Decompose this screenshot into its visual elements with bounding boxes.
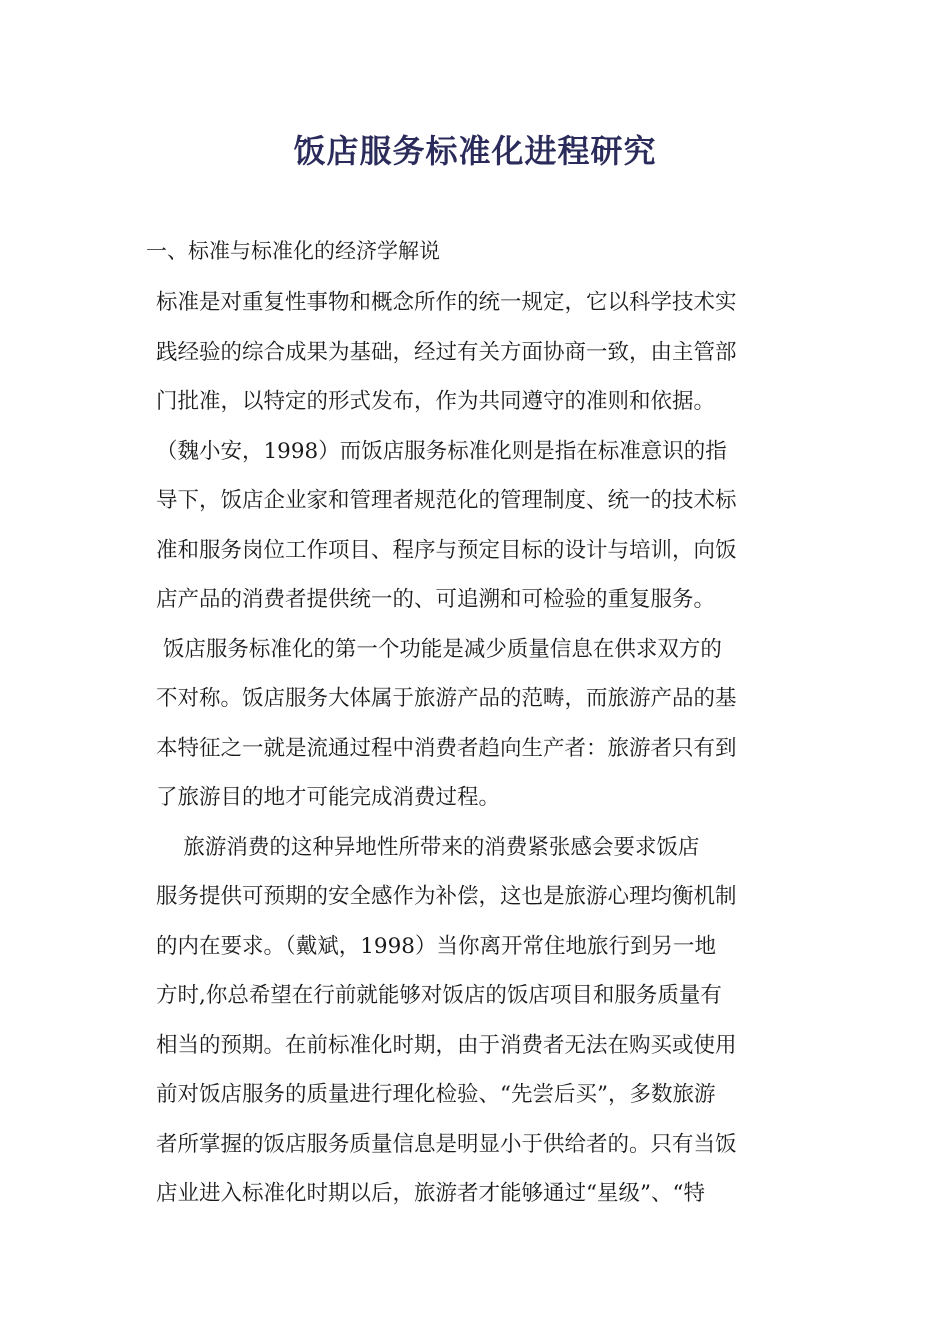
text-line: 不对称。饭店服务大体属于旅游产品的范畴，而旅游产品的基: [156, 686, 737, 711]
text-line: 饭店服务标准化的第一个功能是减少质量信息在供求双方的: [156, 636, 722, 662]
text-line: 店产品的消费者提供统一的、可追溯和可检验的重复服务。: [156, 587, 716, 612]
text-line: 者所掌握的饭店服务质量信息是明显小于供给者的。只有当饭: [156, 1131, 737, 1157]
text-line: 践经验的综合成果为基础，经过有关方面协商一致，由主管部: [156, 339, 737, 365]
text-line: 旅游消费的这种异地性所带来的消费紧张感会要求饭店: [156, 834, 700, 860]
text-line: 导下，饭店企业家和管理者规范化的管理制度、统一的技术标: [156, 488, 737, 513]
text-line: 前对饭店服务的质量进行理化检验、“先尝后买”，多数旅游: [156, 1082, 716, 1107]
text-line: 本特征之一就是流通过程中消费者趋向生产者：旅游者只有到: [156, 735, 737, 761]
text-line: （魏小安，1998）而饭店服务标准化则是指在标准意识的指: [156, 438, 727, 464]
text-line: 的内在要求。（戴斌，1998）当你离开常住地旅行到另一地: [156, 933, 716, 959]
text-line: 店业进入标准化时期以后，旅游者才能够通过“星级”、“特: [156, 1181, 705, 1206]
text-line: 方时,你总希望在行前就能够对饭店的饭店项目和服务质量有: [156, 983, 722, 1008]
text-line: 准和服务岗位工作项目、程序与预定目标的设计与培训，向饭: [156, 537, 737, 563]
text-line: 服务提供可预期的安全感作为补偿，这也是旅游心理均衡机制: [156, 884, 737, 909]
body-text: [156, 278, 806, 1219]
document-title: 饭店服务标准化进程研究: [293, 132, 657, 170]
text-line: 了旅游目的地才可能完成消费过程。: [156, 785, 501, 810]
text-line: 门批准，以特定的形式发布，作为共同遵守的准则和依据。: [156, 389, 716, 414]
section-heading: 一、标准与标准化的经济学解说: [146, 239, 440, 263]
text-line: 相当的预期。在前标准化时期，由于消费者无法在购买或使用: [156, 1032, 737, 1058]
text-line: 标准是对重复性事物和概念所作的统一规定，它以科学技术实: [156, 290, 737, 315]
